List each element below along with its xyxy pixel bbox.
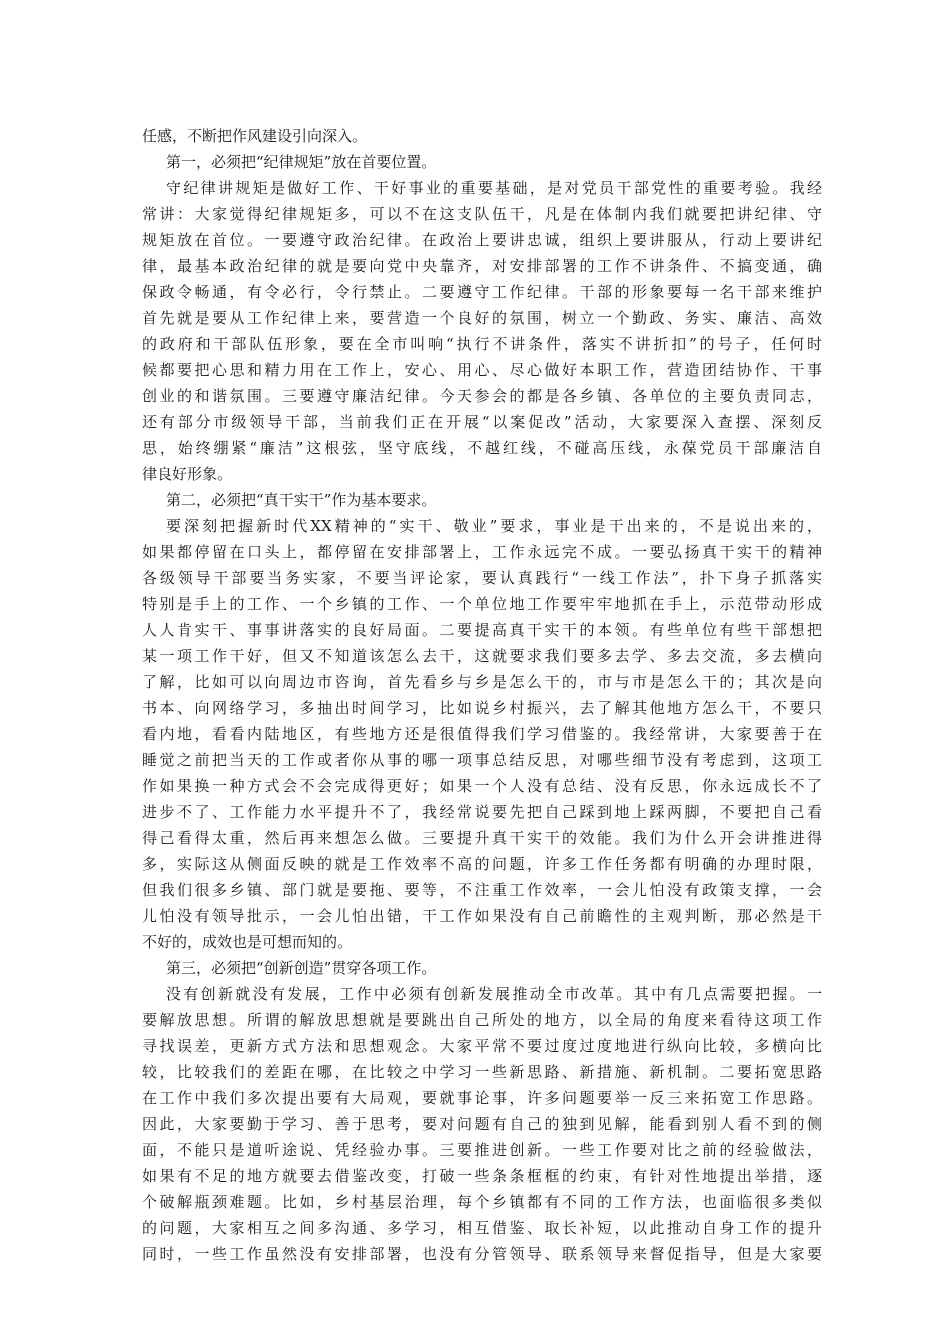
section-heading-3: 第三，必须把“创新创造”贯穿各项工作。 — [166, 959, 437, 977]
paragraph-line: 某一项工作干好，但又不知道该怎么去干，这就要求我们要多去学、多去交流，多去横向 — [142, 647, 822, 665]
paragraph-line: 要深刻把握新时代XX精神的“实干、敬业”要求，事业是干出来的，不是说出来的， — [166, 517, 822, 535]
paragraph-line: 要解放思想。所谓的解放思想就是要跳出自己所处的地方，以全局的角度来看待这项工作 — [142, 1011, 822, 1029]
paragraph-line: 任感，不断把作风建设引向深入。 — [142, 127, 368, 145]
paragraph-line: 特别是手上的工作、一个乡镇的工作、一个单位地工作要牢牢地抓在手上，示范带动形成 — [142, 595, 822, 613]
paragraph-line: 同时，一些工作虽然没有安排部署，也没有分管领导、联系领导来督促指导，但是大家要 — [142, 1245, 822, 1263]
paragraph-line: 如果有不足的地方就要去借鉴改变，打破一些条条框框的约束，有针对性地提出举措，逐 — [142, 1167, 822, 1185]
section-heading-2: 第二，必须把“真干实干”作为基本要求。 — [166, 491, 437, 509]
paragraph-line: 不好的，成效也是可想而知的。 — [142, 933, 353, 951]
paragraph-line: 睡觉之前把当天的工作或者你从事的哪一项事总结反思，对哪些细节没有考虑到，这项工 — [142, 751, 822, 769]
paragraph-line: 创业的和谐氛围。三要遵守廉洁纪律。今天参会的都是各乡镇、各单位的主要负责同志， — [142, 387, 822, 405]
paragraph-line: 儿怕没有领导批示，一会儿怕出错，干工作如果没有自己前瞻性的主观判断，那必然是干 — [142, 907, 822, 925]
paragraph-line: 寻找误差，更新方式方法和思想观念。大家平常不要过度过度地进行纵向比较，多横向比 — [142, 1037, 822, 1055]
paragraph-line: 律良好形象。 — [142, 465, 233, 483]
paragraph-line: 较，比较我们的差距在哪，在比较之中学习一些新思路、新措施、新机制。二要拓宽思路 — [142, 1063, 822, 1081]
paragraph-line: 的问题，大家相互之间多沟通、多学习，相互借鉴、取长补短，以此推动自身工作的提升 — [142, 1219, 822, 1237]
document-body — [142, 123, 822, 1293]
paragraph-line: 多，实际这从侧面反映的就是工作效率不高的问题，许多工作任务都有明确的办理时限， — [142, 855, 822, 873]
paragraph-line: 书本、向网络学习，多抽出时间学习，比如说乡村振兴，去了解其他地方怎么干，不要只 — [142, 699, 822, 717]
paragraph-line: 但我们很多乡镇、部门就是要拖、要等，不注重工作效率，一会儿怕没有政策支撑，一会 — [142, 881, 822, 899]
paragraph-line: 个破解瓶颈难题。比如，乡村基层治理，每个乡镇都有不同的工作方法，也面临很多类似 — [142, 1193, 822, 1211]
paragraph-line: 守纪律讲规矩是做好工作、干好事业的重要基础，是对党员干部党性的重要考验。我经 — [166, 179, 822, 197]
paragraph-line: 还有部分市级领导干部，当前我们正在开展“以案促改”活动，大家要深入查摆、深刻反 — [142, 413, 822, 431]
paragraph-line: 的政府和干部队伍形象，要在全市叫响“执行不讲条件，落实不讲折扣”的号子，任何时 — [142, 335, 822, 353]
paragraph-line: 看内地，看看内陆地区，有些地方还是很值得我们学习借鉴的。我经常讲，大家要善于在 — [142, 725, 822, 743]
paragraph-line: 候都要把心思和精力用在工作上，安心、用心、尽心做好本职工作，营造团结协作、干事 — [142, 361, 822, 379]
paragraph-line: 在工作中我们多次提出要有大局观，要就事论事，许多问题要举一反三来拓宽工作思路。 — [142, 1089, 822, 1107]
paragraph-line: 思，始终绷紧“廉洁”这根弦，坚守底线，不越红线，不碰高压线，永葆党员干部廉洁自 — [142, 439, 822, 457]
paragraph-line: 各级领导干部要当务实家，不要当评论家，要认真践行“一线工作法”，扑下身子抓落实 — [142, 569, 822, 587]
paragraph-line: 没有创新就没有发展，工作中必须有创新发展推动全市改革。其中有几点需要把握。一 — [166, 985, 822, 1003]
paragraph-line: 常讲：大家觉得纪律规矩多，可以不在这支队伍干，凡是在体制内我们就要把讲纪律、守 — [142, 205, 822, 223]
paragraph-line: 首先就是要从工作纪律上来，要营造一个良好的氛围，树立一个勤政、务实、廉洁、高效 — [142, 309, 822, 327]
paragraph-line: 人人肯实干、事事讲落实的良好局面。二要提高真干实干的本领。有些单位有些干部想把 — [142, 621, 822, 639]
paragraph-line: 得己看得太重，然后再来想怎么做。三要提升真干实干的效能。我们为什么开会讲推进得 — [142, 829, 822, 847]
paragraph-line: 规矩放在首位。一要遵守政治纪律。在政治上要讲忠诚，组织上要讲服从，行动上要讲纪 — [142, 231, 822, 249]
paragraph-line: 了解，比如可以向周边市咨询，首先看乡与乡是怎么干的，市与市是怎么干的；其次是向 — [142, 673, 822, 691]
paragraph-line: 律，最基本政治纪律的就是要向党中央靠齐，对安排部署的工作不讲条件、不搞变通，确 — [142, 257, 822, 275]
paragraph-line: 面，不能只是道听途说、凭经验办事。三要推进创新。一些工作要对比之前的经验做法， — [142, 1141, 822, 1159]
paragraph-line: 保政令畅通，有令必行，令行禁止。二要遵守工作纪律。干部的形象要每一名干部来维护 — [142, 283, 822, 301]
paragraph-line: 进步不了、工作能力水平提升不了，我经常说要先把自己踩到地上踩两脚，不要把自己看 — [142, 803, 822, 821]
paragraph-line: 因此，大家要勤于学习、善于思考，要对问题有自己的独到见解，能看到别人看不到的侧 — [142, 1115, 822, 1133]
paragraph-line: 作如果换一种方式会不会完成得更好；如果一个人没有总结、没有反思，你永远成长不了 — [142, 777, 822, 795]
section-heading-1: 第一，必须把“纪律规矩”放在首要位置。 — [166, 153, 437, 171]
paragraph-line — [142, 1267, 822, 1293]
paragraph-line: 如果都停留在口头上，都停留在安排部署上，工作永远完不成。一要弘扬真干实干的精神 — [142, 543, 822, 561]
